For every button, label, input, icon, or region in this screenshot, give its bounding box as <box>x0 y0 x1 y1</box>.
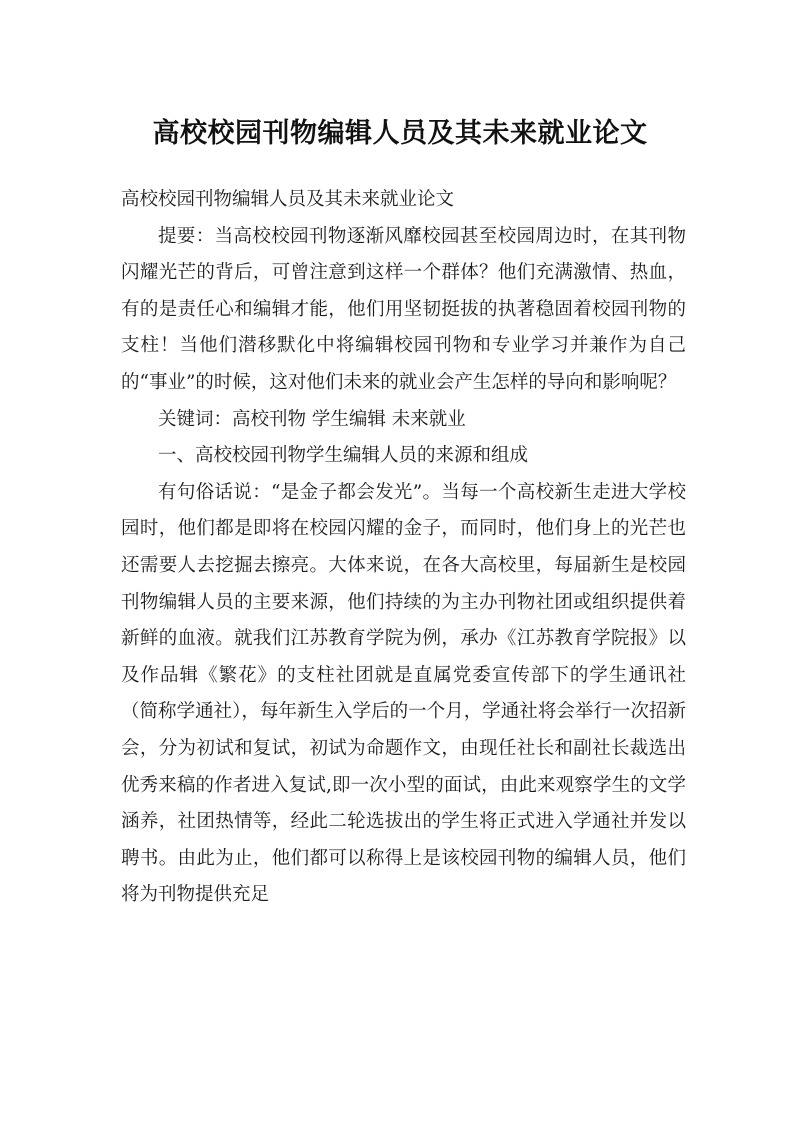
document-title: 高校校园刊物编辑人员及其未来就业论文 <box>152 118 648 150</box>
abstract-paragraph: 提要：当高校校园刊物逐渐风靡校园甚至校园周边时，在其刊物闪耀光芒的背后，可曾注意到这样一个群体？他们充满激情、热血，有的是责任心和编辑才能，他们用坚韧挺拔的执著稳固着校园刊物的支柱！当他们潜移默化中将编辑校园刊物和专业学习并兼作为自己的“事业”的时候，这对他们未来的就业会产生怎样的导向和影响呢？ <box>121 225 686 393</box>
section-heading: 一、高校校园刊物学生编辑人员的来源和组成 <box>158 445 529 467</box>
body-paragraph: 有句俗话说：“是金子都会发光”。当每一个高校新生走进大学校园时，他们都是即将在校园闪耀的金子，而同时，他们身上的光芒也还需要人去挖掘去擦亮。大体来说，在各大高校里，每届新生是校园刊物编辑人员的主要来源，他们持续的为主办刊物社团或组织提供着新鲜的血液。就我们江苏教育学院为例，承办《江苏教育学院报》以及作品辑《繁花》的支柱社团就是直属党委宣传部下的学生通讯社（简称学通社），每年新生入学后的一个月，学通社将会举行一次招新会，分为初试和复试，初试为命题作文，由现任社长和副社长裁选出优秀来稿的作者进入复试,即一次小型的面试，由此来观察学生的文学涵养，社团热情等，经此二轮选拔出的学生将正式进入学通社并发以聘书。由此为止，他们都可以称得上是该校园刊物的编辑人员，他们将为刊物提供充足 <box>121 481 686 906</box>
document-subtitle: 高校校园刊物编辑人员及其未来就业论文 <box>121 189 455 210</box>
document-body <box>121 182 686 914</box>
keywords-line: 关键词：高校刊物 学生编辑 未来就业 <box>158 408 466 430</box>
